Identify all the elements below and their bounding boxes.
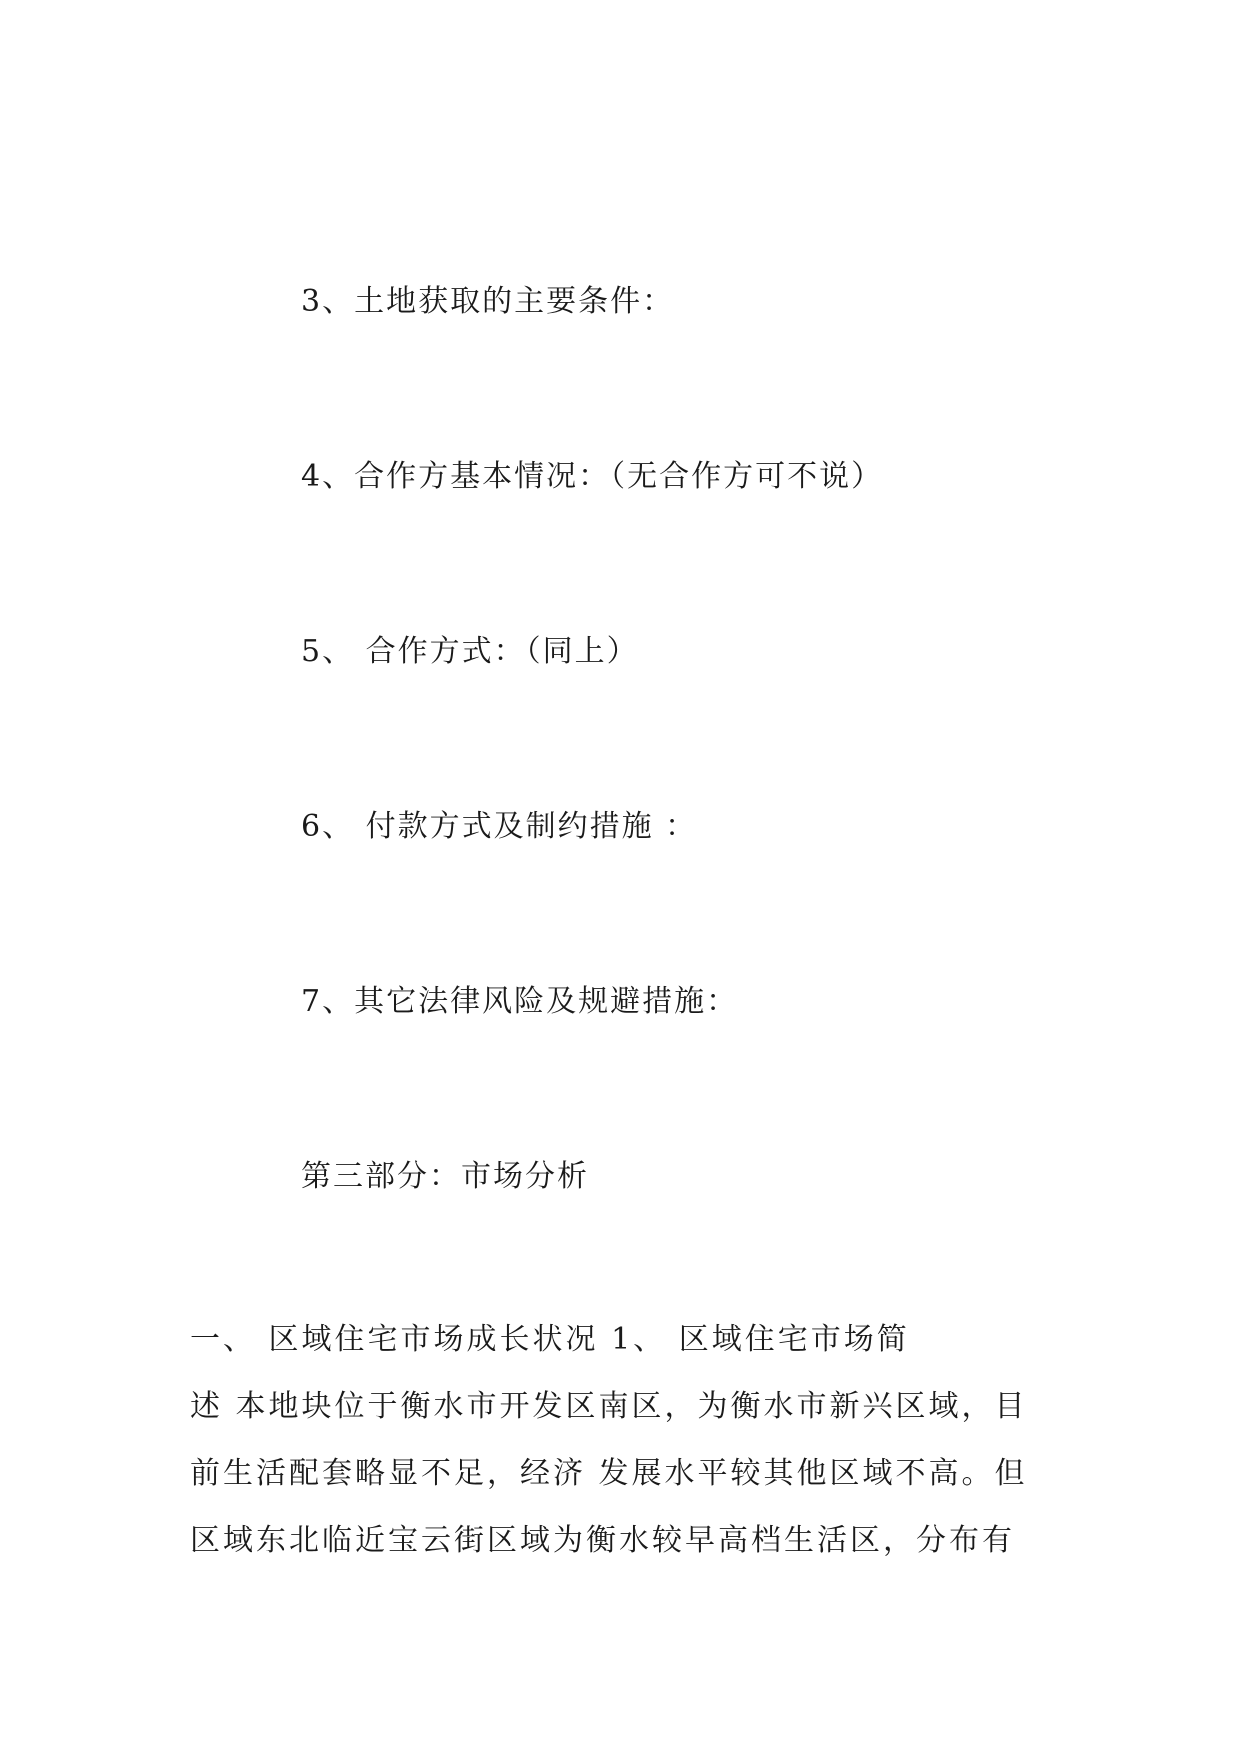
paragraph-line: 区域东北临近宝云街区域为衡水较早高档生活区，分布有 <box>190 1523 1015 1558</box>
item-payment-method: 6、 付款方式及制约措施 ： <box>301 809 698 844</box>
paragraph-line: 前生活配套略显不足，经济 发展水平较其他区域不高。但 <box>190 1456 1028 1491</box>
paragraph-line: 述 本地块位于衡水市开发区南区，为衡水市新兴区域，目 <box>190 1389 1028 1424</box>
item-legal-risks: 7、其它法律风险及规避措施： <box>301 984 739 1019</box>
item-cooperation-method: 5、 合作方式：（同上） <box>301 634 639 669</box>
section-heading-market-analysis: 第三部分：市场分析 <box>301 1159 589 1194</box>
paragraph-line: 一、 区域住宅市场成长状况 1、 区域住宅市场简 <box>190 1322 910 1357</box>
item-partner-basic-info: 4、合作方基本情况：（无合作方可不说） <box>301 459 884 494</box>
item-land-acquisition-conditions: 3、土地获取的主要条件： <box>301 284 675 319</box>
